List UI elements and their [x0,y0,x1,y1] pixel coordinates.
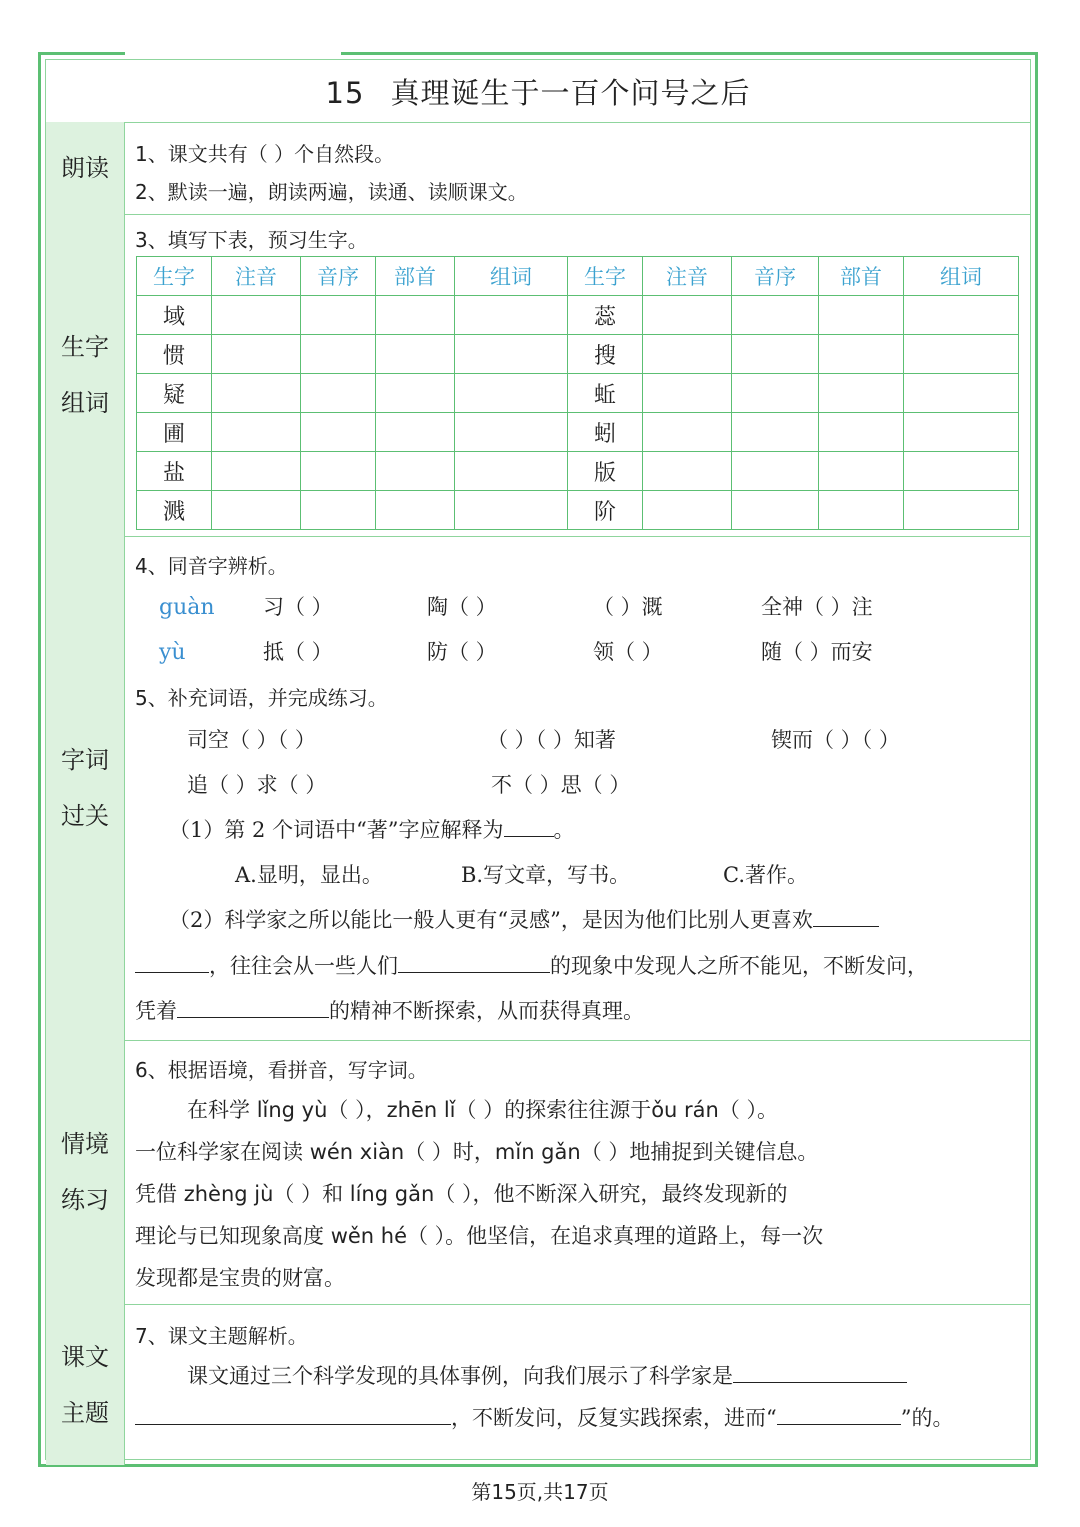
table-cell[interactable] [904,452,1019,491]
context-blank[interactable]: （ ）时， [404,1140,495,1164]
lesson-number: 15 [325,75,365,110]
context-blank[interactable]: （ ）。他坚信，在追求真理的道路上，每一次 [407,1224,824,1248]
page-title [326,71,751,112]
question-2: 2、默读一遍，朗读两遍，读通、读顺课文。 [135,180,528,204]
table-header: 生字 [568,257,643,296]
table-cell[interactable] [212,413,301,452]
label-line: 朗读 [61,154,109,182]
question-7: 7、课文主题解析。 [135,1324,308,1348]
table-cell[interactable] [455,452,568,491]
table-cell[interactable] [455,413,568,452]
table-row [137,296,1019,335]
table-cell[interactable] [643,452,732,491]
section-content [125,214,1030,536]
context-blank[interactable]: （ ），他不断深入研究，最终发现新的 [434,1182,788,1206]
label-line: 字词 [61,746,109,774]
table-cell[interactable] [732,335,819,374]
sub1-end: 。 [553,818,575,842]
section-content [125,1040,1030,1304]
idiom-item[interactable]: 锲而（ ）（ ） [771,728,900,752]
table-cell[interactable] [904,491,1019,530]
table-cell[interactable] [643,413,732,452]
context-text: 发现都是宝贵的财富。 [135,1266,345,1290]
section-content [125,122,1030,214]
homophone-item[interactable]: 习（ ） [263,595,333,619]
worksheet-frame [38,52,1038,1467]
table-cell[interactable] [819,335,904,374]
table-cell-char: 惯 [137,335,212,374]
section-label-characters [46,214,125,536]
table-header: 音序 [301,257,376,296]
table-header: 注音 [212,257,301,296]
worksheet-inner [45,59,1031,1460]
section-content [125,536,1030,1040]
theme-text: ”的。 [900,1406,954,1430]
table-cell[interactable] [732,452,819,491]
table-cell[interactable] [376,413,455,452]
table-cell[interactable] [819,374,904,413]
table-cell-char: 蚓 [568,413,643,452]
table-cell[interactable] [904,296,1019,335]
table-cell[interactable] [301,374,376,413]
label-line: 生字 [61,333,109,361]
answer-blank[interactable] [733,1360,907,1383]
context-text: 在科学 [187,1098,257,1122]
section-vocabulary [46,536,1030,1041]
homophone-row-yu [159,636,873,666]
answer-blank[interactable] [177,995,329,1018]
context-line-5 [135,1262,345,1292]
sub-question-2-line-3 [135,995,644,1025]
answer-blank[interactable] [813,904,879,927]
homophone-row-guan [159,591,873,621]
pinyin-yu: yù [159,640,186,665]
question-4: 4、同音字辨析。 [135,554,288,578]
section-label-theme [46,1304,125,1465]
table-cell[interactable] [301,491,376,530]
context-line-2 [135,1136,818,1166]
context-line-3 [135,1178,787,1208]
homophone-item[interactable]: 防（ ） [427,640,497,664]
context-pinyin: líng gǎn [349,1182,435,1206]
table-cell[interactable] [819,296,904,335]
table-cell-char: 溅 [137,491,212,530]
section-label-reading [46,122,125,214]
context-pinyin: wén xiàn [309,1140,405,1164]
table-cell[interactable] [455,296,568,335]
table-cell[interactable] [819,491,904,530]
context-text: 一位科学家在阅读 [135,1140,310,1164]
section-characters [46,214,1030,537]
answer-blank[interactable] [504,814,554,837]
table-cell[interactable] [643,491,732,530]
section-label-context [46,1040,125,1304]
context-line-4 [135,1220,823,1250]
question-3: 3、填写下表，预习生字。 [135,228,368,252]
table-header: 组词 [904,257,1019,296]
idiom-item[interactable]: 追（ ）求（ ） [187,773,327,797]
table-header: 部首 [376,257,455,296]
context-line-1 [187,1094,778,1124]
theme-text: 课文通过三个科学发现的具体事例，向我们展示了科学家是 [187,1364,733,1388]
title-row [46,60,1030,123]
table-cell[interactable] [376,374,455,413]
homophone-item[interactable]: 全神（ ）注 [761,595,873,619]
option-c: C.著作。 [723,863,808,887]
label-line: 练习 [61,1186,109,1214]
table-cell-char: 版 [568,452,643,491]
table-cell[interactable] [819,413,904,452]
table-header: 生字 [137,257,212,296]
sub-question-2-line-1 [169,904,879,934]
answer-blank[interactable] [135,950,209,973]
context-blank[interactable]: （ ）的探索往往源于 [455,1098,652,1122]
table-cell[interactable] [904,335,1019,374]
table-cell[interactable] [301,335,376,374]
homophone-item[interactable]: 随（ ）而安 [761,640,873,664]
context-pinyin: lǐng yù [256,1098,328,1122]
table-cell-char: 阶 [568,491,643,530]
context-pinyin: ǒu rán [651,1098,719,1122]
answer-blank[interactable] [135,1402,451,1425]
label-line: 情境 [61,1130,109,1158]
table-cell[interactable] [455,335,568,374]
table-cell[interactable] [301,452,376,491]
table-cell[interactable] [643,296,732,335]
table-cell-char: 域 [137,296,212,335]
sub-question-2-line-2 [135,950,928,980]
theme-line-2 [135,1402,954,1432]
table-cell-char: 盐 [137,452,212,491]
table-cell[interactable] [819,452,904,491]
idiom-item[interactable]: 司空（ ）（ ） [187,728,316,752]
context-blank[interactable]: （ ）地捕捉到关键信息。 [580,1140,819,1164]
theme-text: ，不断发问，反复实践探索，进而“ [451,1406,777,1430]
table-cell[interactable] [212,374,301,413]
pinyin-guan: guàn [159,595,215,620]
character-table [136,256,1019,530]
label-line: 主题 [61,1398,109,1427]
table-cell[interactable] [732,491,819,530]
table-cell[interactable] [904,374,1019,413]
table-row [137,413,1019,452]
homophone-item[interactable]: 领（ ） [593,640,663,664]
table-cell[interactable] [301,413,376,452]
table-cell[interactable] [904,413,1019,452]
option-a: A.显明，显出。 [235,863,383,887]
lesson-title: 真理诞生于一百个问号之后 [390,75,751,110]
table-cell[interactable] [455,374,568,413]
table-header: 部首 [819,257,904,296]
sub2-text: 的精神不断探索，从而获得真理。 [329,999,644,1023]
table-cell[interactable] [212,491,301,530]
table-header-row [137,257,1019,296]
answer-blank[interactable] [398,950,550,973]
context-blank[interactable]: （ ）和 [273,1182,350,1206]
sub2-text: 的现象中发现人之所不能见，不断发问， [550,954,928,978]
context-text: 凭借 [135,1182,184,1206]
context-pinyin: wěn hé [330,1224,407,1248]
table-cell-char: 疑 [137,374,212,413]
table-cell-char: 搜 [568,335,643,374]
idiom-row-1 [187,724,900,754]
homophone-item[interactable]: （ ）溉 [593,595,663,619]
table-row [137,491,1019,530]
table-header: 组词 [455,257,568,296]
frame-gap [125,49,341,57]
question-5: 5、补充词语，并完成练习。 [135,686,388,710]
table-cell[interactable] [732,374,819,413]
table-cell[interactable] [643,374,732,413]
page-footer: 第15页,共17页 [471,1480,609,1504]
idiom-item[interactable]: 不（ ）思（ ） [491,773,631,797]
table-cell[interactable] [212,335,301,374]
question-6: 6、根据语境，看拼音，写字词。 [135,1058,428,1082]
table-cell[interactable] [376,296,455,335]
table-cell[interactable] [376,491,455,530]
homophone-item[interactable]: 陶（ ） [427,595,497,619]
context-pinyin: zhèng jù [183,1182,274,1206]
table-cell-char: 圃 [137,413,212,452]
table-cell-char: 蚯 [568,374,643,413]
question-1: 1、课文共有（ ）个自然段。 [135,142,395,166]
table-cell[interactable] [212,296,301,335]
sub-question-1 [169,814,575,844]
table-cell[interactable] [455,491,568,530]
table-header: 注音 [643,257,732,296]
section-theme [46,1304,1030,1465]
sub2-text: ，往往会从一些人们 [209,954,398,978]
label-line: 课文 [61,1342,109,1371]
table-cell[interactable] [376,452,455,491]
table-cell[interactable] [212,452,301,491]
label-line: 组词 [61,389,109,417]
section-reading [46,122,1030,215]
section-label-vocabulary [46,536,125,1040]
context-blank[interactable]: （ ）。 [718,1098,779,1122]
table-cell[interactable] [732,413,819,452]
answer-blank[interactable] [777,1402,901,1425]
context-blank[interactable]: （ ）， [327,1098,387,1122]
options-row [235,859,808,889]
table-row [137,452,1019,491]
option-b: B.写文章，写书。 [461,863,631,887]
label-line: 过关 [61,802,109,830]
context-text: 理论与已知现象高度 [135,1224,331,1248]
table-cell[interactable] [376,335,455,374]
table-cell[interactable] [732,296,819,335]
context-pinyin: mǐn gǎn [494,1140,581,1164]
context-pinyin: zhēn lǐ [386,1098,456,1122]
table-cell-char: 蕊 [568,296,643,335]
table-row [137,374,1019,413]
idiom-item[interactable]: （ ）（ ）知著 [487,728,616,752]
table-row [137,335,1019,374]
sub1-text: （1）第 2 个词语中“著”字应解释为 [169,818,504,842]
section-context-practice [46,1040,1030,1305]
homophone-item[interactable]: 抵（ ） [263,640,333,664]
sub2-text: （2）科学家之所以能比一般人更有“灵感”，是因为他们比别人更喜欢 [169,908,813,932]
table-cell[interactable] [301,296,376,335]
table-header: 音序 [732,257,819,296]
theme-line-1 [187,1360,907,1390]
section-content [125,1304,1030,1465]
table-cell[interactable] [643,335,732,374]
idiom-row-2 [187,769,630,799]
sub2-text: 凭着 [135,999,177,1023]
